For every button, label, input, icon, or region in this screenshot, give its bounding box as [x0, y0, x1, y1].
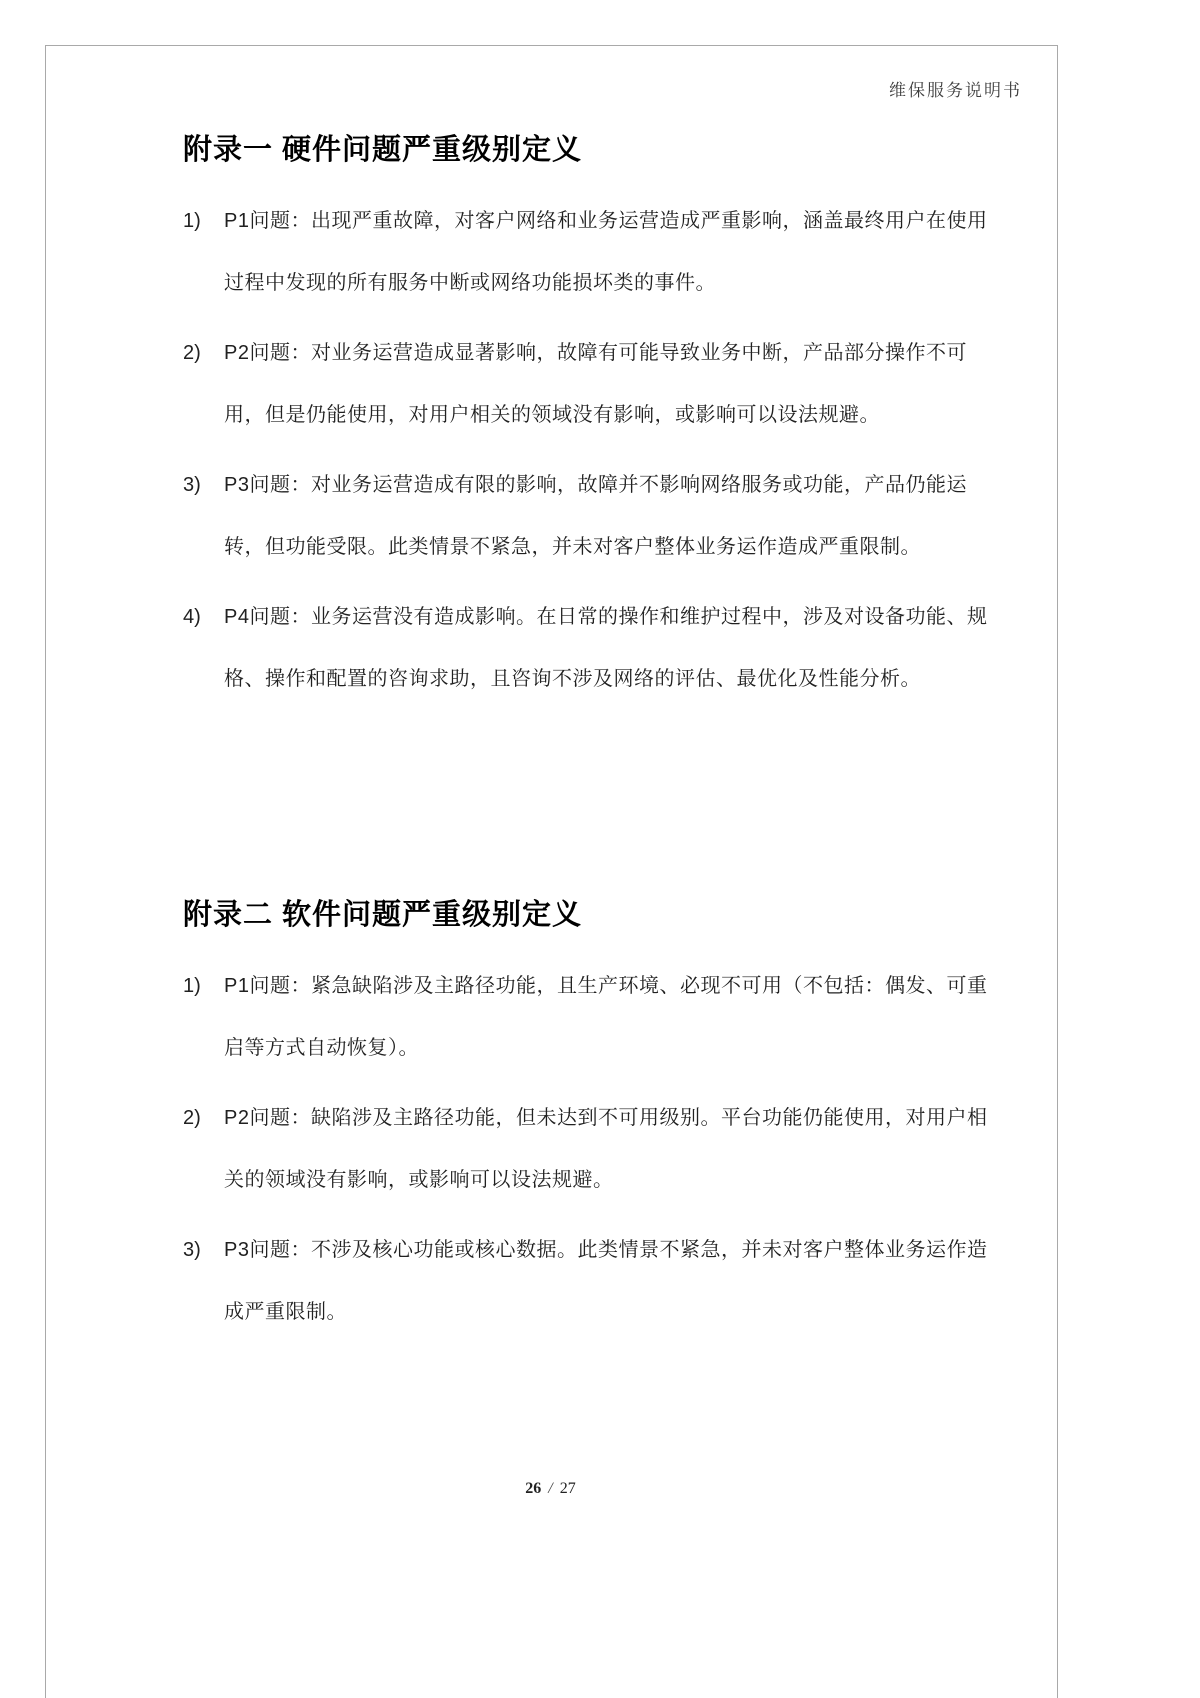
list-item-number: 1)	[183, 210, 201, 232]
list-item	[183, 586, 1023, 710]
list-item-text-line: 关的领域没有影响，或影响可以设法规避。	[224, 1169, 614, 1191]
list-item-number: 2)	[183, 342, 201, 364]
list-item-text-line: P3问题：对业务运营造成有限的影响，故障并不影响网络服务或功能，产品仍能运	[224, 474, 967, 496]
list-item-text-line: P3问题：不涉及核心功能或核心数据。此类情景不紧急，并未对客户整体业务运作造	[224, 1239, 988, 1261]
list-item-number: 4)	[183, 606, 201, 628]
total-page-number: 27	[559, 1480, 576, 1497]
list-item-text-line: 启等方式自动恢复）。	[224, 1037, 419, 1059]
list-item	[183, 190, 1023, 314]
list-item-number: 3)	[183, 1239, 201, 1261]
section-1-title: 附录一 硬件问题严重级别定义	[183, 134, 583, 166]
list-item-text-line: 过程中发现的所有服务中断或网络功能损坏类的事件。	[224, 272, 716, 294]
list-item-text-line: P4问题：业务运营没有造成影响。在日常的操作和维护过程中，涉及对设备功能、规	[224, 606, 988, 628]
page-header-title: 维保服务说明书	[889, 81, 1022, 100]
list-item	[183, 1219, 1023, 1343]
list-item-text-line: 成严重限制。	[224, 1301, 347, 1323]
list-item-number: 1)	[183, 975, 201, 997]
list-item	[183, 1087, 1023, 1211]
page-number-separator: /	[548, 1480, 553, 1497]
list-item	[183, 454, 1023, 578]
list-item-text-line: P1问题：出现严重故障，对客户网络和业务运营造成严重影响，涵盖最终用户在使用	[224, 210, 988, 232]
section-appendix-1	[183, 130, 1023, 710]
list-item-number: 2)	[183, 1107, 201, 1129]
list-item-text-line: P1问题：紧急缺陷涉及主路径功能，且生产环境、必现不可用（不包括：偶发、可重	[224, 975, 988, 997]
current-page-number: 26	[525, 1480, 542, 1497]
list-item-text-line: 格、操作和配置的咨询求助，且咨询不涉及网络的评估、最优化及性能分析。	[224, 668, 921, 690]
list-item-text-line: P2问题：对业务运营造成显著影响，故障有可能导致业务中断，产品部分操作不可	[224, 342, 967, 364]
page-footer	[45, 1480, 1056, 1498]
list-item-text-line: 用，但是仍能使用，对用户相关的领域没有影响，或影响可以设法规避。	[224, 404, 880, 426]
list-item	[183, 955, 1023, 1079]
list-item-text-line: P2问题：缺陷涉及主路径功能，但未达到不可用级别。平台功能仍能使用，对用户相	[224, 1107, 988, 1129]
section-2-title: 附录二 软件问题严重级别定义	[183, 899, 583, 931]
document-content	[183, 130, 1023, 1343]
list-item-text-line: 转，但功能受限。此类情景不紧急，并未对客户整体业务运作造成严重限制。	[224, 536, 921, 558]
list-item	[183, 322, 1023, 446]
section-appendix-2	[183, 895, 1023, 1343]
list-item-number: 3)	[183, 474, 201, 496]
